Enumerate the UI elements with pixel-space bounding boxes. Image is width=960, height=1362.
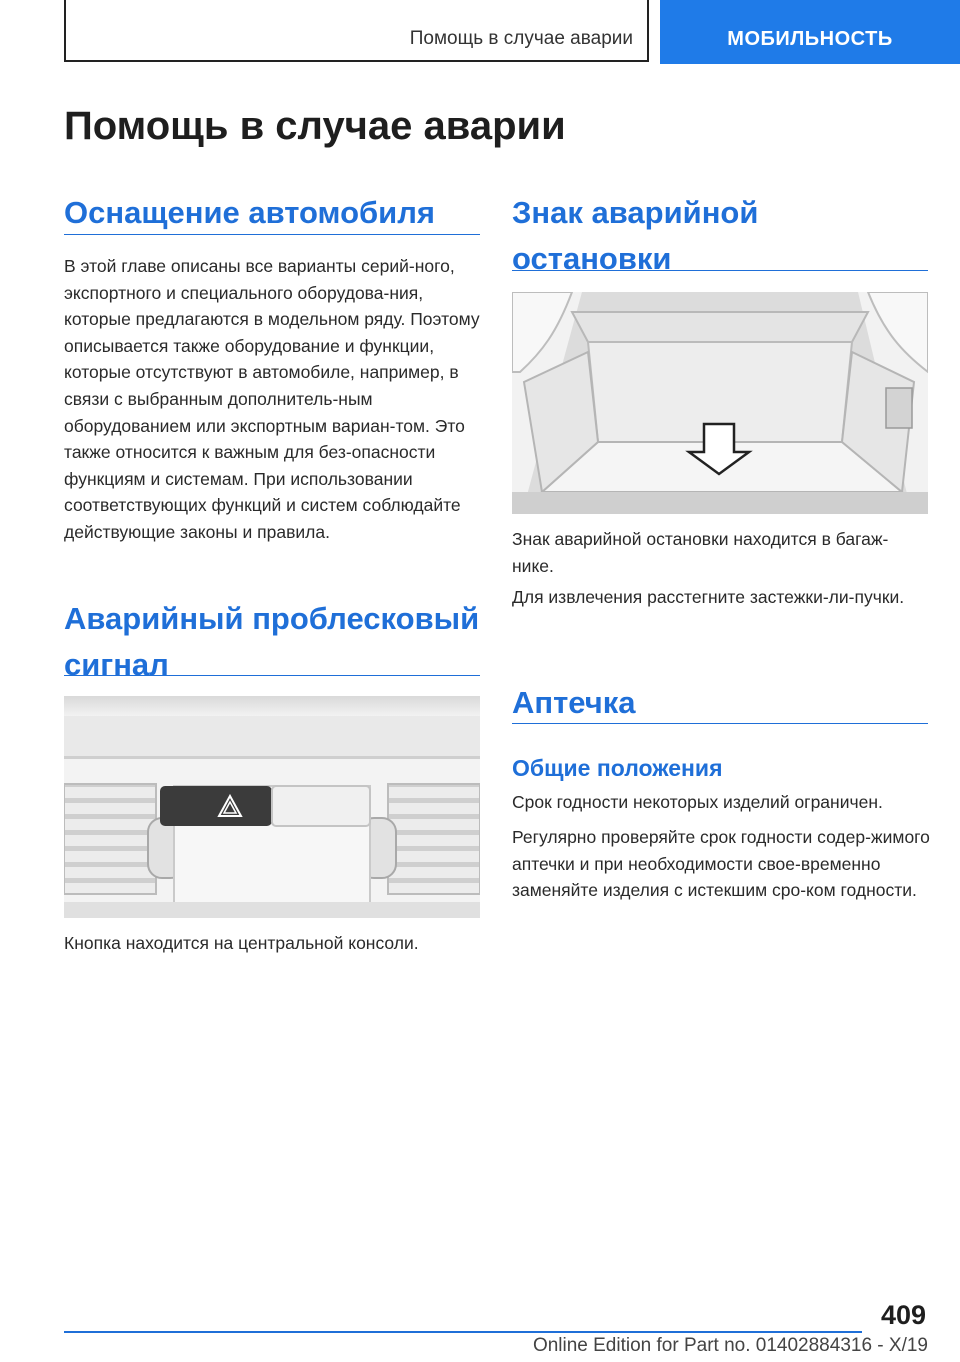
triangle-heading-line2: остановки [512,241,672,276]
hazard-heading-line1: Аварийный проблесковый [64,601,480,636]
triangle-heading-line1: Знак аварийной [512,195,759,230]
firstaid-subheading: Общие положения [512,755,723,781]
hazard-caption: Кнопка находится на центральной консоли. [64,933,419,953]
header-section-title: Помощь в случае аварии [409,28,633,49]
page-title: Помощь в случае аварии [64,104,566,148]
firstaid-text-2: Регулярно проверяйте срок годности содер-жимого аптечки и при необходимости свое-временно заменяйте изделия с истекшим сро-ком годности. [512,827,930,901]
firstaid-text-1: Срок годности некоторых изделий ограничен. [512,792,883,812]
firstaid-heading: Аптечка [512,685,636,720]
header-chapter-label: МОБИЛЬНОСТЬ [727,28,893,50]
equipment-text: В этой главе описаны все варианты серий-ного, экспортного и специального оборудова-ния, которые предлагаются в модельном ряду. Поэтому описывается также оборудование и функции, которые отсутствуют в автомобиле, например, в связи с выбранным дополнитель-ным оборудованием или экспортным вариан-том. Это также относится к важным для без-опасности функциям и системам. При использовании соответствующих функций и систем соблюдайте действующие законы и правила. [64,256,480,542]
footer-rule [64,1331,862,1333]
triangle-heading [512,190,928,282]
header-chapter-tab[interactable] [660,0,960,64]
firstaid-rule [512,723,928,724]
hazard-button-illustration [64,696,480,918]
trunk-illustration [512,292,928,514]
equipment-rule [64,234,480,235]
header-section-box [64,0,649,62]
page-number: 409 [880,1300,926,1330]
triangle-text-2: Для извлечения расстегните застежки-ли-пучки. [512,587,905,607]
equipment-heading: Оснащение автомобиля [64,195,435,230]
triangle-rule [512,270,928,271]
triangle-text-1: Знак аварийной остановки находится в багаж-нике. [512,529,889,576]
hazard-rule [64,675,480,676]
footer-edition: Online Edition for Part no. 01402884316 - X/19 [532,1335,928,1356]
hazard-heading-line2: сигнал [64,647,169,682]
